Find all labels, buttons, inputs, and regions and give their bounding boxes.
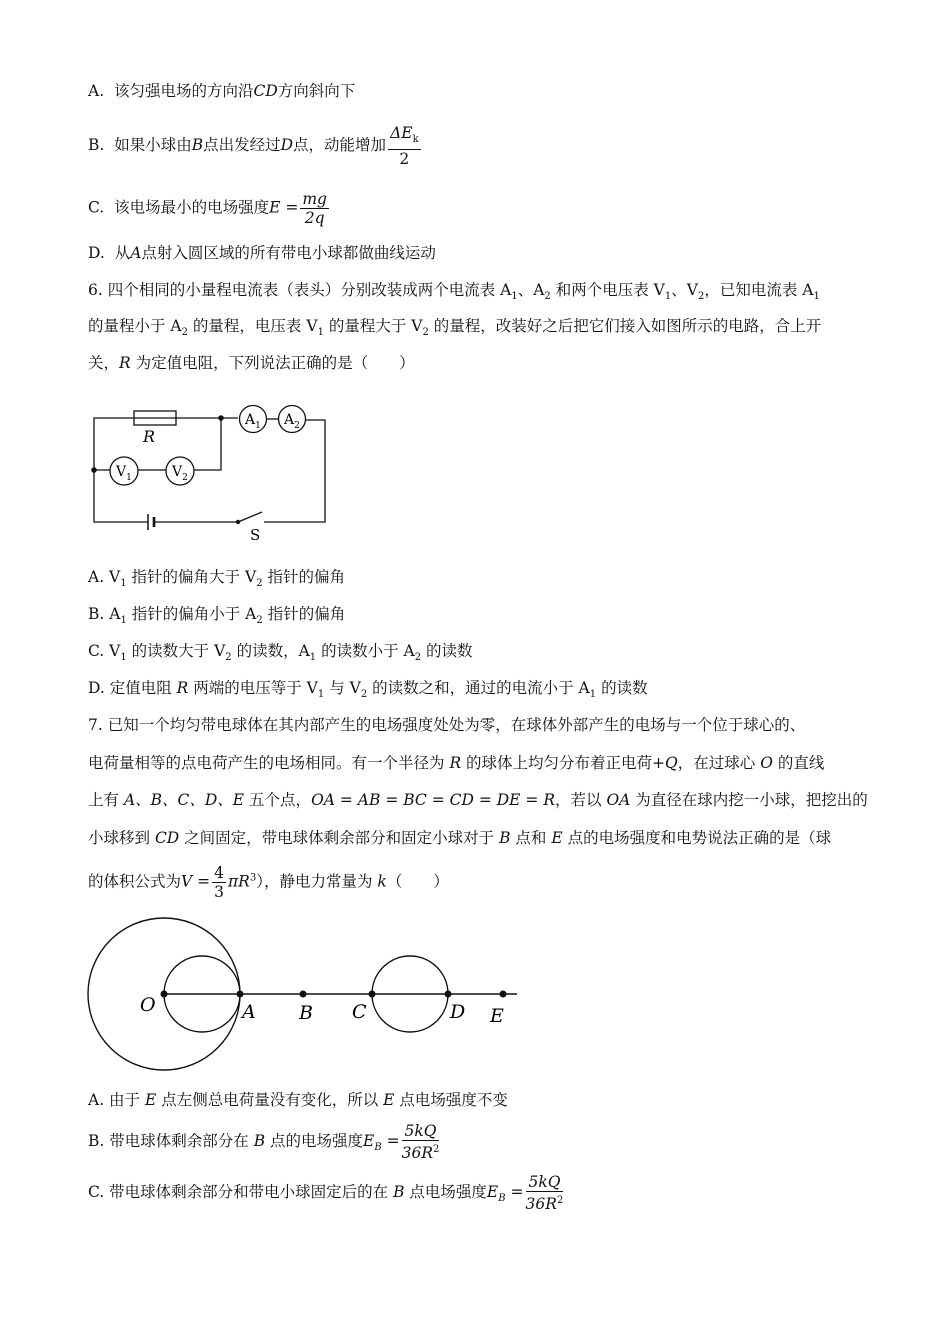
q6-stem-line2: 的量程小于 $A_2$ 的量程，电压表 $V_1$ 的量程大于 $V_2$ 的量程，改装好之后把它们接入如图所示的电路，合上开 xyxy=(88,317,822,339)
circuit-diagram xyxy=(88,400,338,548)
q6-stem-line3: 关，R 为定值电阻，下列说法正确的是（ ） xyxy=(88,354,415,372)
q5-option-c: C. 该电场最小的电场强度E = $\frac{mg}{2q}$ xyxy=(88,190,327,227)
q7-stem-line5: 的体积公式为V = $\frac{4}{3}$ $\pi R^3$），静电力常量为 k（ ） xyxy=(88,864,449,901)
label-v1: $V_1$ xyxy=(116,464,132,483)
point-b xyxy=(300,991,307,998)
point-a xyxy=(237,991,244,998)
q6-option-d: D. 定值电阻 R 两端的电压等于 $V_1$ 与 $V_2$ 的读数之和，通过的电流小于 $A_1$ 的读数 xyxy=(88,679,648,701)
q7-option-c: C. 带电球体剩余部分和带电小球固定后的在 B 点电场强度$E_B$ = $\frac{5kQ}{36R^2}$ xyxy=(88,1173,564,1214)
q7-option-a: A. 由于 E 点左侧总电荷量没有变化，所以 E 点电场强度不变 xyxy=(88,1091,508,1109)
q7-stem-line4: 小球移到 CD 之间固定，带电球体剩余部分和固定小球对于 B 点和 E 点的电场强度和电势说法正确的是（球 xyxy=(88,829,832,847)
q5-option-a: A. 该匀强电场的方向沿CD方向斜向下 xyxy=(88,82,356,100)
q7-stem-line2: 电荷量相等的点电荷产生的电场相同。有一个半径为 R 的球体上均匀分布着正电荷+Q，在过球心 O 的直线 xyxy=(88,754,825,772)
q6-option-c: C. $V_1$ 的读数大于 $V_2$ 的读数，$A_1$ 的读数小于 $A_2$ 的读数 xyxy=(88,642,473,664)
volume-fraction: $\frac{4}{3}$ xyxy=(214,864,224,901)
label-c: C xyxy=(352,1001,367,1023)
label-b: B xyxy=(299,1002,313,1024)
kinetic-energy-fraction: $\frac{\Delta E_k}{2}$ xyxy=(390,124,419,169)
label-e: E xyxy=(490,1005,504,1027)
switch-blade xyxy=(238,512,262,522)
switch-pivot xyxy=(236,520,240,524)
field-b-fraction: $\frac{5kQ}{36R^2}$ xyxy=(401,1122,440,1163)
label-d: D xyxy=(450,1001,466,1023)
q6-option-b: B. $A_1$ 指针的偏角小于 $A_2$ 指针的偏角 xyxy=(88,605,346,627)
label-s: S xyxy=(250,526,261,544)
label-r: R xyxy=(143,427,156,446)
label-v2: $V_2$ xyxy=(172,464,188,483)
q6-stem-line1: 6. 四个相同的小量程电流表（表头）分别改装成两个电流表 $A_1$、$A_2$ 和两个电压表 $V_1$、$V_2$，已知电流表 $A_1$ xyxy=(88,281,820,303)
junction-top xyxy=(218,415,224,421)
q7-stem-line1: 7. 已知一个均匀带电球体在其内部产生的电场强度处处为零，在球体外部产生的电场与一个位于球心的、 xyxy=(88,716,806,734)
point-e xyxy=(500,991,507,998)
label-a2: $A_2$ xyxy=(284,412,300,431)
sphere-diagram xyxy=(80,912,530,1074)
q6-option-a: A. $V_1$ 指针的偏角大于 $V_2$ 指针的偏角 xyxy=(88,568,345,590)
point-d xyxy=(445,991,452,998)
q5-option-b: B. 如果小球由B点出发经过D点，动能增加 $\frac{\Delta E_k}{2}$ xyxy=(88,124,419,169)
q7-option-b: B. 带电球体剩余部分在 B 点的电场强度$E_B$ = $\frac{5kQ}{36R^2}$ xyxy=(88,1122,440,1163)
label-o: O xyxy=(140,994,156,1016)
q5-option-d: D. 从A点射入圆区域的所有带电小球都做曲线运动 xyxy=(88,244,436,262)
point-o xyxy=(161,991,168,998)
circuit-wire-right xyxy=(264,420,325,522)
field-b-total-fraction: $\frac{5kQ}{36R^2}$ xyxy=(525,1173,564,1214)
q7-stem-line3: 上有 A、B、C、D、E 五个点，OA = AB = BC = CD = DE = R，若以 OA 为直径在球内挖一小球，把挖出的 xyxy=(88,791,868,809)
label-a: A xyxy=(242,1001,256,1023)
point-c xyxy=(369,991,376,998)
field-strength-fraction: $\frac{mg}{2q}$ xyxy=(302,190,327,227)
label-a1: $A_1$ xyxy=(245,412,261,431)
junction-left xyxy=(91,467,97,473)
